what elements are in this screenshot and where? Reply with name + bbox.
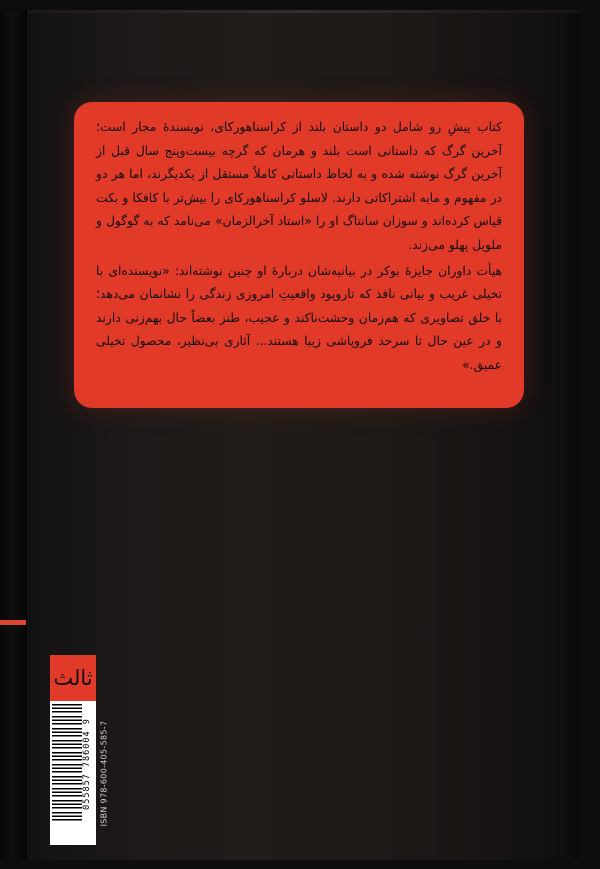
isbn-label: ISBN 978-600-405-585-7: [99, 720, 109, 826]
spine-accent-stripe: [0, 620, 26, 625]
cover-top-edge: [24, 10, 580, 13]
barcode-bars-icon: [52, 704, 82, 824]
publisher-logo-glyph: ثالث: [53, 665, 93, 690]
barcode-digits: [80, 704, 94, 824]
publisher-logo: [50, 655, 96, 701]
blurb-text: [96, 116, 502, 396]
blurb-paragraph-2: هیأت داوران جایزهٔ بوکر در بیانیه‌شان دربارهٔ او چنین نوشته‌اند: «نویسنده‌ای با تخیلی غریب و بیانی نافذ که تاروپود واقعیتِ امروزی زندگی را نشانمان می‌دهد؛ با خلق تصاویری که هم‌زمان وحشت‌ناکند و عجیب، طنز بعضاً حال بهم‌زنی دارند و در عین حال تا سرحد فروپاشی زیبا هستند... آثاری بی‌نظیر، محصول تخیلی عمیق.»: [96, 263, 502, 373]
book-spine: [0, 10, 27, 860]
blurb-paragraph-1: کتاب پیشِ رو شامل دو داستان بلند از کراسناهورکای، نویسندهٔ مجار است؛ آخرین گرگ که داستانی است بلند و هرمان که گرچه بیست‌وپنج سال قبل از آخرین گرگ نوشته شده و به لحاظ داستانی کاملاً مستقل از یکدیگرند، اما هر دو در مفهوم و مایه اشتراکاتی دارند. لاسلو کراسناهورکای را بیش‌تر با کافکا و بکت قیاس کرده‌اند و سوزان سانتاگ او را «استاد آخرالزمان» می‌نامد که به گوگول و ملویل پهلو می‌زند.: [96, 120, 502, 253]
isbn-label-wrap: [96, 701, 112, 845]
blurb-panel: [74, 102, 524, 408]
barcode-digits-text: 9 786004 055857: [82, 718, 92, 810]
